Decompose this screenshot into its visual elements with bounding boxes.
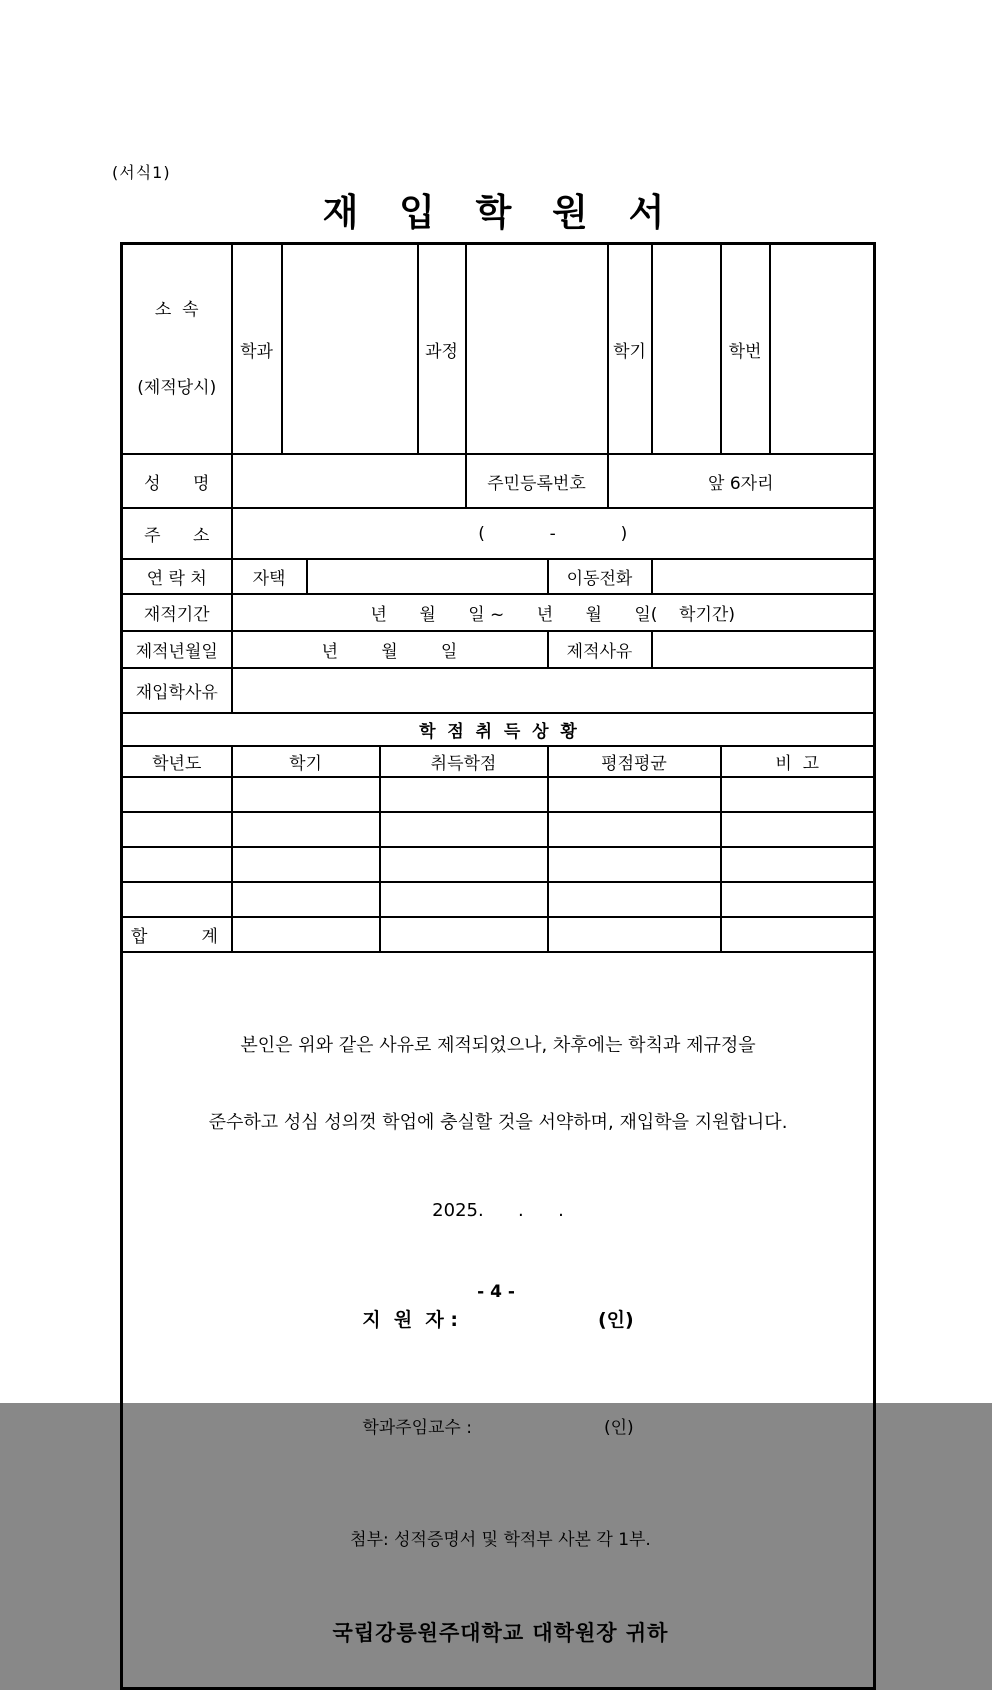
semester-label: 학기 — [608, 244, 652, 455]
pledge-line2: 준수하고 성심 성의껏 학업에 충실할 것을 서약하며, 재입학을 지원합니다. — [208, 1112, 788, 1133]
pledge-line1: 본인은 위와 같은 사유로 제적되었으나, 차후에는 학칙과 제규정을 — [240, 1035, 756, 1056]
credits-earned-cell — [380, 847, 548, 882]
contact-label: 연 락 처 — [122, 559, 232, 594]
address-value-cell: ( - ) — [232, 508, 875, 559]
credits-note-cell — [721, 777, 875, 812]
credits-header-semester: 학기 — [232, 746, 380, 777]
credits-gpa-cell — [548, 777, 721, 812]
dept-value-cell — [282, 244, 418, 455]
readmission-reason-row — [122, 668, 875, 713]
home-phone-value-cell — [307, 559, 548, 594]
expulsion-date-label: 제적년월일 — [122, 631, 232, 668]
credits-header-gpa: 평점평균 — [548, 746, 721, 777]
course-label: 과정 — [418, 244, 466, 455]
credits-semester-cell — [232, 882, 380, 917]
advisor-seal-mark: (인) — [603, 1418, 634, 1438]
expulsion-reason-value-cell — [652, 631, 875, 668]
name-value-cell — [232, 454, 466, 508]
student-no-label: 학번 — [721, 244, 770, 455]
credits-year-cell — [122, 847, 232, 882]
course-value-cell — [466, 244, 608, 455]
student-no-value-cell — [770, 244, 875, 455]
credits-data-row — [122, 812, 875, 847]
credits-note-cell — [721, 882, 875, 917]
credits-total-gpa-cell — [548, 917, 721, 952]
name-row — [122, 454, 875, 508]
applicant-seal-mark: (인) — [598, 1309, 634, 1331]
credits-total-note-cell — [721, 917, 875, 952]
contact-row — [122, 559, 875, 594]
readmission-reason-value-cell — [232, 668, 875, 713]
credits-gpa-cell — [548, 882, 721, 917]
credits-total-earned-cell — [380, 917, 548, 952]
pledge-row — [122, 952, 875, 1689]
credits-header-year: 학년도 — [122, 746, 232, 777]
credits-data-row — [122, 882, 875, 917]
credits-total-label: 합 계 — [122, 917, 232, 952]
advisor-label: 학과주임교수 : — [362, 1418, 472, 1438]
credits-gpa-cell — [548, 847, 721, 882]
home-phone-label: 자택 — [232, 559, 307, 594]
affiliation-label-line1: 소 속 — [154, 300, 199, 320]
applicant-signature-row — [125, 1305, 871, 1332]
credits-year-cell — [122, 882, 232, 917]
credits-total-semester-cell — [232, 917, 380, 952]
dept-label: 학과 — [232, 244, 282, 455]
credits-earned-cell — [380, 777, 548, 812]
credits-gpa-cell — [548, 812, 721, 847]
credits-note-cell — [721, 847, 875, 882]
affiliation-label-line2: (제적당시) — [137, 378, 217, 398]
page-title: 재 입 학 원 서 — [322, 191, 670, 234]
expulsion-date-row — [122, 631, 875, 668]
application-form-table — [120, 242, 876, 1690]
credits-data-row — [122, 777, 875, 812]
enrollment-period-row — [122, 594, 875, 631]
address-label: 주 소 — [122, 508, 232, 559]
credits-section-title: 학 점 취 득 상 황 — [122, 713, 875, 746]
applicant-label: 지 원 자 : — [362, 1309, 458, 1331]
credits-data-row — [122, 847, 875, 882]
credits-header-row — [122, 746, 875, 777]
affiliation-label-cell — [122, 244, 232, 455]
address-row — [122, 508, 875, 559]
form-tag: (서식1) — [112, 163, 171, 182]
page-number: - 4 - — [477, 1282, 515, 1302]
credits-semester-cell — [232, 777, 380, 812]
enrollment-period-value-cell: 년 월 일 ~ 년 월 일( 학기간) — [232, 594, 875, 631]
expulsion-reason-label: 제적사유 — [548, 631, 652, 668]
semester-value-cell — [652, 244, 721, 455]
mobile-phone-label: 이동전화 — [548, 559, 652, 594]
addressee-line: 국립강릉원주대학교 대학원장 귀하 — [332, 1621, 669, 1645]
credits-header-earned: 취득학점 — [380, 746, 548, 777]
mobile-phone-value-cell — [652, 559, 875, 594]
credits-section-row — [122, 713, 875, 746]
credits-header-note: 비 고 — [721, 746, 875, 777]
readmission-reason-label: 재입학사유 — [122, 668, 232, 713]
credits-earned-cell — [380, 882, 548, 917]
affiliation-row — [122, 244, 875, 455]
credits-year-cell — [122, 777, 232, 812]
credits-semester-cell — [232, 847, 380, 882]
pledge-date: 2025. . . — [432, 1200, 564, 1221]
credits-year-cell — [122, 812, 232, 847]
credits-total-row — [122, 917, 875, 952]
credits-earned-cell — [380, 812, 548, 847]
expulsion-date-value-cell: 년 월 일 — [232, 631, 548, 668]
advisor-signature-row — [125, 1413, 871, 1438]
rrn-label: 주민등록번호 — [466, 454, 608, 508]
pledge-section — [122, 952, 875, 1689]
name-label: 성 명 — [122, 454, 232, 508]
rrn-hint-cell: 앞 6자리 — [608, 454, 875, 508]
enrollment-period-label: 재적기간 — [122, 594, 232, 631]
credits-semester-cell — [232, 812, 380, 847]
attachment-note: 첨부: 성적증명서 및 학적부 사본 각 1부. — [350, 1530, 651, 1550]
credits-note-cell — [721, 812, 875, 847]
